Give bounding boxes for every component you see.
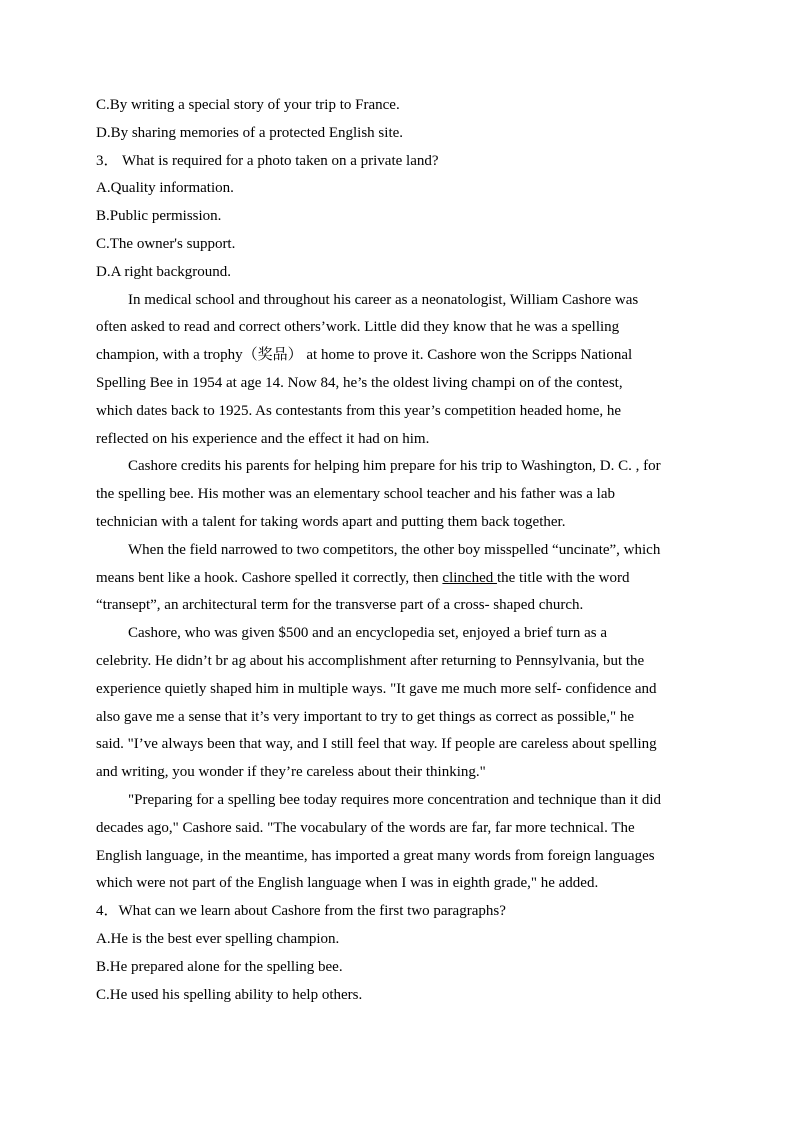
passage-line: technician with a talent for taking words apart and putting them back together. xyxy=(96,513,566,530)
passage-paragraph-2 xyxy=(96,453,706,536)
passage-line: said. "I’ve always been that way, and I still feel that way. If people are careless about spelling xyxy=(96,736,657,753)
q2-option-c: C.By writing a special story of your trip to France. xyxy=(96,97,400,113)
q3-option-d: D.A right background. xyxy=(96,263,231,280)
passage-text: means bent like a hook. Cashore spelled it correctly, then xyxy=(96,569,443,586)
passage-line: often asked to read and correct others’work. Little did they know that he was a spelling xyxy=(96,319,620,336)
passage-line: experience quietly shaped him in multiple ways. "It gave me much more self- confidence and xyxy=(96,680,657,697)
passage-line: When the field narrowed to two competitors, the other boy misspelled “uncinate”, which xyxy=(128,541,661,558)
q3-option-b: B.Public permission. xyxy=(96,208,222,225)
passage-line: champion, with a trophy（奖品） at home to prove it. Cashore won the Scripps National xyxy=(96,347,633,364)
passage-line: "Preparing for a spelling bee today requires more concentration and technique than it did xyxy=(128,791,662,808)
page-content xyxy=(96,92,706,1009)
passage-line: Cashore credits his parents for helping him prepare for his trip to Washington, D. C. , for xyxy=(128,458,661,475)
q4-question: 4．What can we learn about Cashore from the first two paragraphs? xyxy=(96,903,506,920)
passage-line: the spelling bee. His mother was an elementary school teacher and his father was a lab xyxy=(96,486,615,503)
passage-paragraph-3 xyxy=(96,537,706,620)
passage-line: celebrity. He didn’t br ag about his accomplishment after returning to Pennsylvania, but the xyxy=(96,652,645,669)
passage-line: In medical school and throughout his career as a neonatologist, William Cashore was xyxy=(128,291,639,308)
passage-line: Cashore, who was given $500 and an encyclopedia set, enjoyed a brief turn as a xyxy=(128,625,608,642)
passage-line: decades ago," Cashore said. "The vocabulary of the words are far, far more technical. The xyxy=(96,819,635,836)
q3-option-a: A.Quality information. xyxy=(96,180,234,197)
passage-paragraph-5 xyxy=(96,787,706,898)
passage-text: the title with the word xyxy=(496,569,630,586)
q3-option-c: C.The owner's support. xyxy=(96,235,236,252)
underlined-word: clinched xyxy=(442,569,497,586)
passage-line: “transept”, an architectural term for the transverse part of a cross- shaped church. xyxy=(96,597,584,614)
passage-line: also gave me a sense that it’s very important to try to get things as correct as possible," he xyxy=(96,708,635,725)
passage-line: which dates back to 1925. As contestants from this year’s competition headed home, he xyxy=(96,402,622,419)
passage-paragraph-1 xyxy=(96,287,706,454)
q4-option-a: A.He is the best ever spelling champion. xyxy=(96,930,340,947)
q2-option-d: D.By sharing memories of a protected English site. xyxy=(96,124,404,141)
passage-line: which were not part of the English language when I was in eighth grade," he added. xyxy=(96,875,599,892)
q4-option-c: C.He used his spelling ability to help others. xyxy=(96,986,363,1003)
passage-paragraph-4 xyxy=(96,620,706,787)
passage-line xyxy=(96,565,706,593)
q3-question: 3． What is required for a photo taken on a private land? xyxy=(96,152,439,169)
passage-line: English language, in the meantime, has imported a great many words from foreign languages xyxy=(96,847,655,864)
passage-line: reflected on his experience and the effect it had on him. xyxy=(96,430,430,447)
passage-line: and writing, you wonder if they’re careless about their thinking." xyxy=(96,764,486,781)
q4-option-b: B.He prepared alone for the spelling bee. xyxy=(96,958,343,975)
passage-line: Spelling Bee in 1954 at age 14. Now 84, he’s the oldest living champi on of the contest, xyxy=(96,374,623,391)
